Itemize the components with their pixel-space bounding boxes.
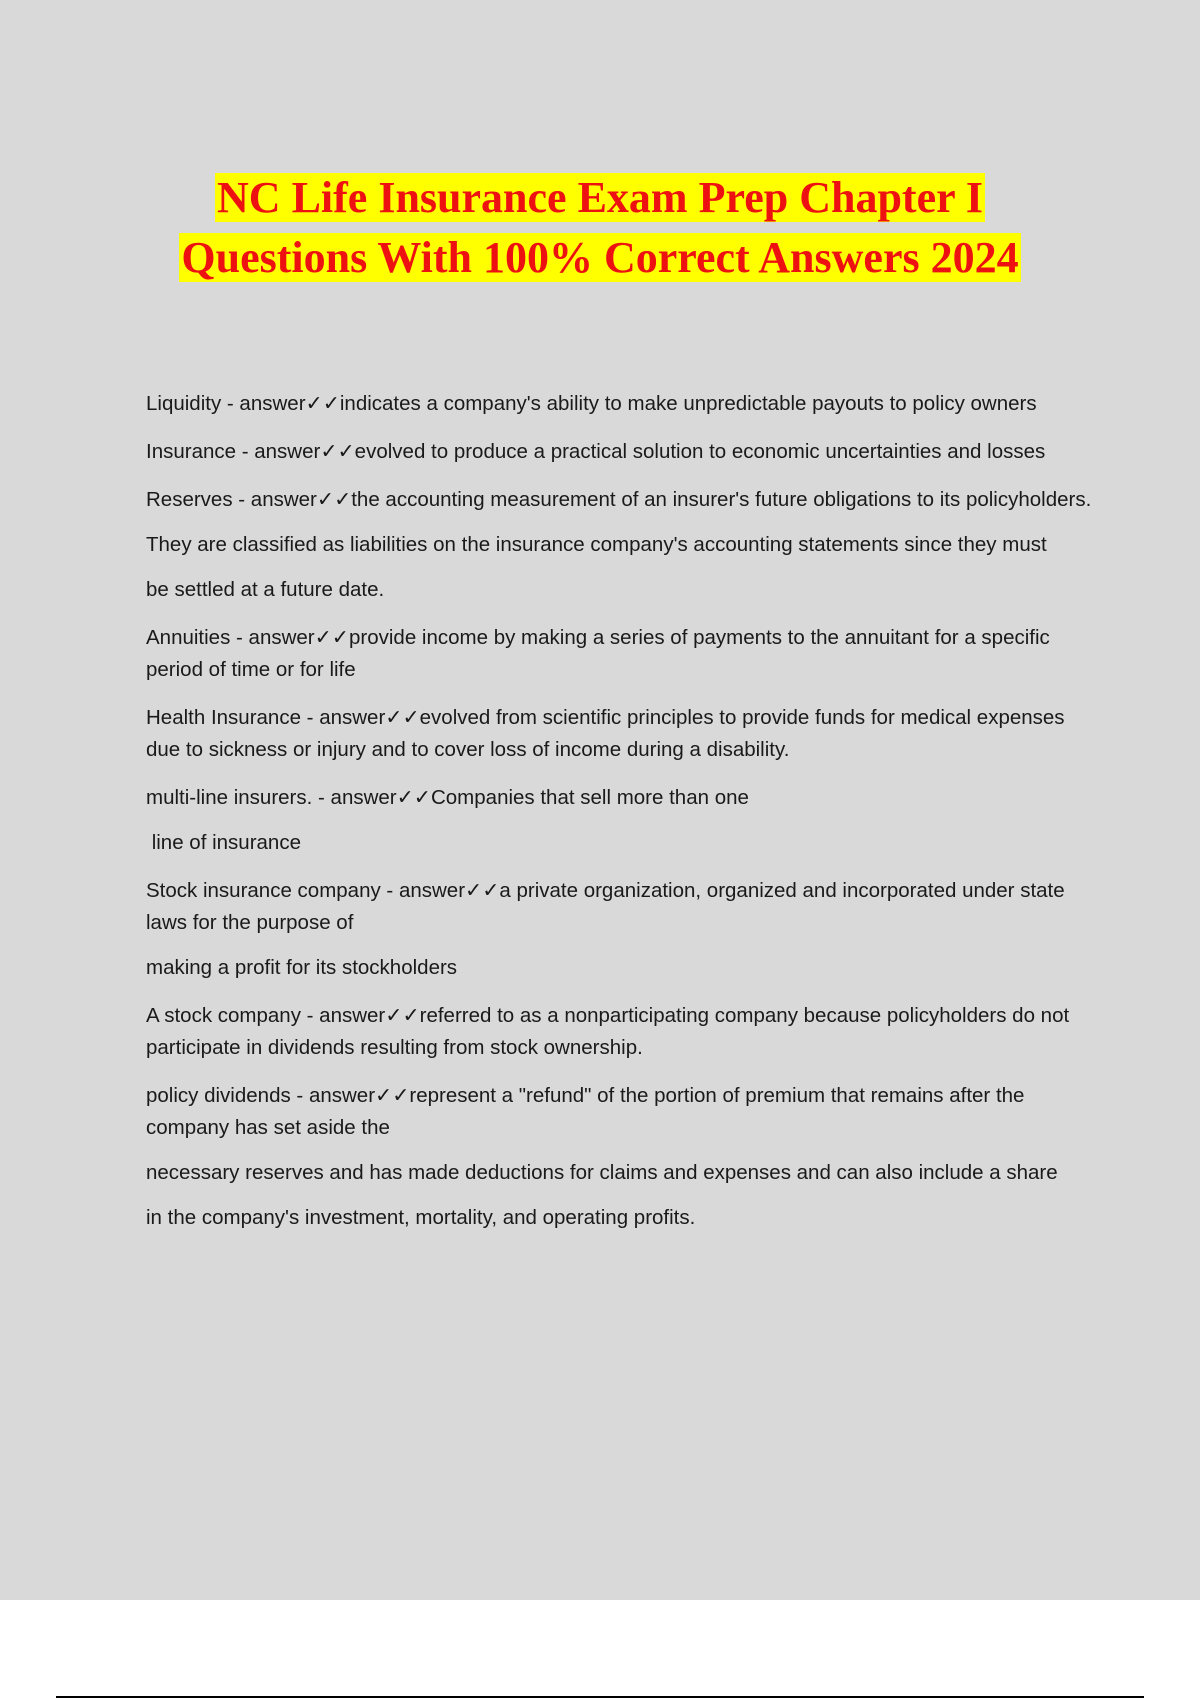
paragraph-reserves-cont: They are classified as liabilities on the insurance company's accounting statements since they must (146, 533, 1047, 556)
paragraph-reserves: Reserves - answer✓✓the accounting measurement of an insurer's future obligations to its policyholders. (146, 488, 1092, 511)
bottom-divider (56, 1696, 1144, 1698)
paragraph-liquidity: Liquidity - answer✓✓indicates a company's ability to make unpredictable payouts to policy owners (146, 392, 1037, 415)
document-body (146, 388, 1096, 1250)
title-line-2: Questions With 100% Correct Answers 2024 (181, 233, 1019, 282)
paragraph-annuities: Annuities - answer✓✓provide income by making a series of payments to the annuitant for a specific period of time or for life (146, 626, 1050, 681)
paragraph-multi-line-cont: line of insurance (146, 831, 301, 854)
paragraph-policy-dividends: policy dividends - answer✓✓represent a "refund" of the portion of premium that remains after the company has set aside the (146, 1084, 1025, 1139)
paragraph-stock-company: A stock company - answer✓✓referred to as a nonparticipating company because policyholders do not participate in dividends resulting from stock ownership. (146, 1004, 1070, 1059)
document-title (0, 168, 1200, 288)
paragraph-multi-line: multi-line insurers. - answer✓✓Companies that sell more than one (146, 786, 749, 809)
paragraph-health-insurance: Health Insurance - answer✓✓evolved from scientific principles to provide funds for medical expenses due to sickness or injury and to cover loss of income during a disability. (146, 706, 1065, 761)
paragraph-insurance: Insurance - answer✓✓evolved to produce a practical solution to economic uncertainties and losses (146, 440, 1046, 463)
title-line-1: NC Life Insurance Exam Prep Chapter I (217, 173, 983, 222)
paragraph-stock-insurance-cont: making a profit for its stockholders (146, 956, 458, 979)
paragraph-policy-dividends-cont: necessary reserves and has made deductions for claims and expenses and can also include a share (146, 1161, 1058, 1184)
paragraph-stock-insurance: Stock insurance company - answer✓✓a private organization, organized and incorporated under state laws for the purpose of (146, 879, 1065, 934)
paragraph-policy-dividends-end: in the company's investment, mortality, and operating profits. (146, 1206, 696, 1229)
paragraph-reserves-end: be settled at a future date. (146, 578, 385, 601)
